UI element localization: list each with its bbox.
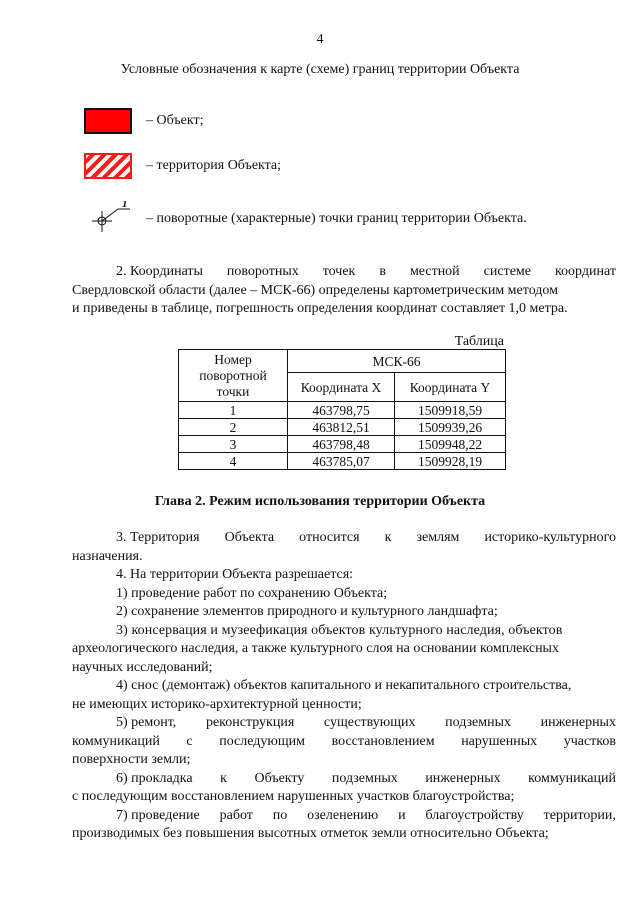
paragraph-line: и приведены в таблице, погрешность определения координат составляет 1,0 метра. [72,301,568,316]
word: территории, [543,807,616,823]
page-number: 4 [316,32,324,47]
word: существующих [323,715,416,730]
word: 3. Территория [116,530,200,545]
word: благоустройству [425,807,524,823]
table-row [179,419,506,436]
word: относится [299,530,360,545]
paragraph-line: 4. На территории Объекта разрешается: [116,567,354,582]
word: участков [563,733,616,749]
word: инженерных [540,715,616,730]
table-caption: Таблица [454,334,504,349]
word: историко-культурного [484,530,616,545]
paragraph-line [72,263,616,282]
list-item: 3) консервация и музеефикация объектов культурного наследия, объектов [116,622,563,638]
word: к [384,530,392,545]
cell-y: 1509918,59 [395,402,506,419]
paragraph-line: Свердловской области (далее – МСК-66) определены картометрическим методом [72,282,559,298]
legend-item-territory [84,153,281,179]
word: 6) прокладка [116,770,193,786]
header-coordinate-system: МСК-66 [288,350,506,373]
header-text: точки [216,383,250,399]
word: инженерных [425,770,501,786]
point-number-label: 1 [122,201,128,210]
table-row [179,402,506,419]
cell-point: 4 [179,453,288,470]
legend-label: – Объект; [146,113,204,128]
header-text: поворотной [199,367,267,383]
word: Объекту [254,770,305,786]
header-x: Координата X [288,373,395,402]
cell-point: 3 [179,436,288,453]
word: 7) проведение [116,807,200,823]
legend-label: – поворотные (характерные) точки границ территории Объекта. [146,211,527,226]
paragraph-line: археологического наследия, а также культурного слоя на основании комплексных [72,641,559,656]
list-item: 1) проведение работ по сохранению Объекта; [116,585,388,601]
legend-title: Условные обозначения к карте (схеме) границ территории Объекта [120,62,520,77]
word: в [379,264,386,279]
word: с [186,733,193,749]
cell-point: 2 [179,419,288,436]
table-header-row [179,350,506,373]
legend-item-object [84,108,203,134]
list-item: 2) сохранение элементов природного и культурного ландшафта; [116,604,498,619]
word: нарушенных [461,733,538,749]
word: последующим [219,733,306,749]
paragraph-line: не имеющих историко-архитектурной ценности; [72,696,362,712]
paragraph-line [72,529,616,548]
word: по [272,807,288,823]
word: системе [483,264,531,279]
cell-x: 463798,75 [288,402,395,419]
object-symbol-icon [84,108,132,134]
cell-x: 463798,48 [288,436,395,453]
paragraph-line: производимых без повышения высотных отметок земли относительно Объекта; [72,826,549,841]
list-item: 4) снос (демонтаж) объектов капитального и некапитального строительства, [116,678,572,693]
list-item [72,770,616,789]
legend-item-turning-point [84,201,527,237]
word: реконструкция [205,715,295,730]
word: работ [219,807,253,823]
chapter-title: Глава 2. Режим использования территории Объекта [154,494,486,509]
paragraph-line: поверхности земли; [72,752,191,767]
paragraph-line: назначения. [72,548,143,564]
word: точек [322,264,356,279]
table-row [179,436,506,453]
table-row [179,453,506,470]
word: восстановлением [331,733,435,749]
turning-point-icon [84,201,132,237]
chapter-2-body [72,529,616,844]
section-2-paragraph [72,263,616,319]
cell-x: 463812,51 [288,419,395,436]
word: коммуникаций [72,733,160,749]
list-item [72,714,616,733]
territory-hatch-icon [84,153,132,179]
word: коммуникаций [528,770,616,786]
word: поворотных [226,264,299,279]
word: к [220,770,227,786]
legend-label: – территория Объекта; [146,158,282,173]
word: озеленению [307,807,379,823]
word: Объекта [224,530,275,545]
paragraph-line: научных исследований; [72,659,213,675]
coordinates-table [178,349,506,470]
word: 2. Координаты [116,264,203,279]
word: землям [416,530,460,545]
word: координат [554,264,616,279]
cell-y: 1509928,19 [395,453,506,470]
header-point-number [179,350,288,402]
cell-y: 1509939,26 [395,419,506,436]
word: подземных [331,770,398,786]
word: 5) ремонт, [116,715,177,730]
paragraph-line: с последующим восстановлением нарушенных участков благоустройства; [72,789,515,804]
word: и [398,807,406,823]
cell-y: 1509948,22 [395,436,506,453]
word: местной [409,264,460,279]
header-text: Номер [214,351,252,367]
paragraph-line [72,733,616,752]
cell-x: 463785,07 [288,453,395,470]
cell-point: 1 [179,402,288,419]
list-item [72,807,616,826]
header-y: Координата Y [395,373,506,402]
word: подземных [445,715,512,730]
